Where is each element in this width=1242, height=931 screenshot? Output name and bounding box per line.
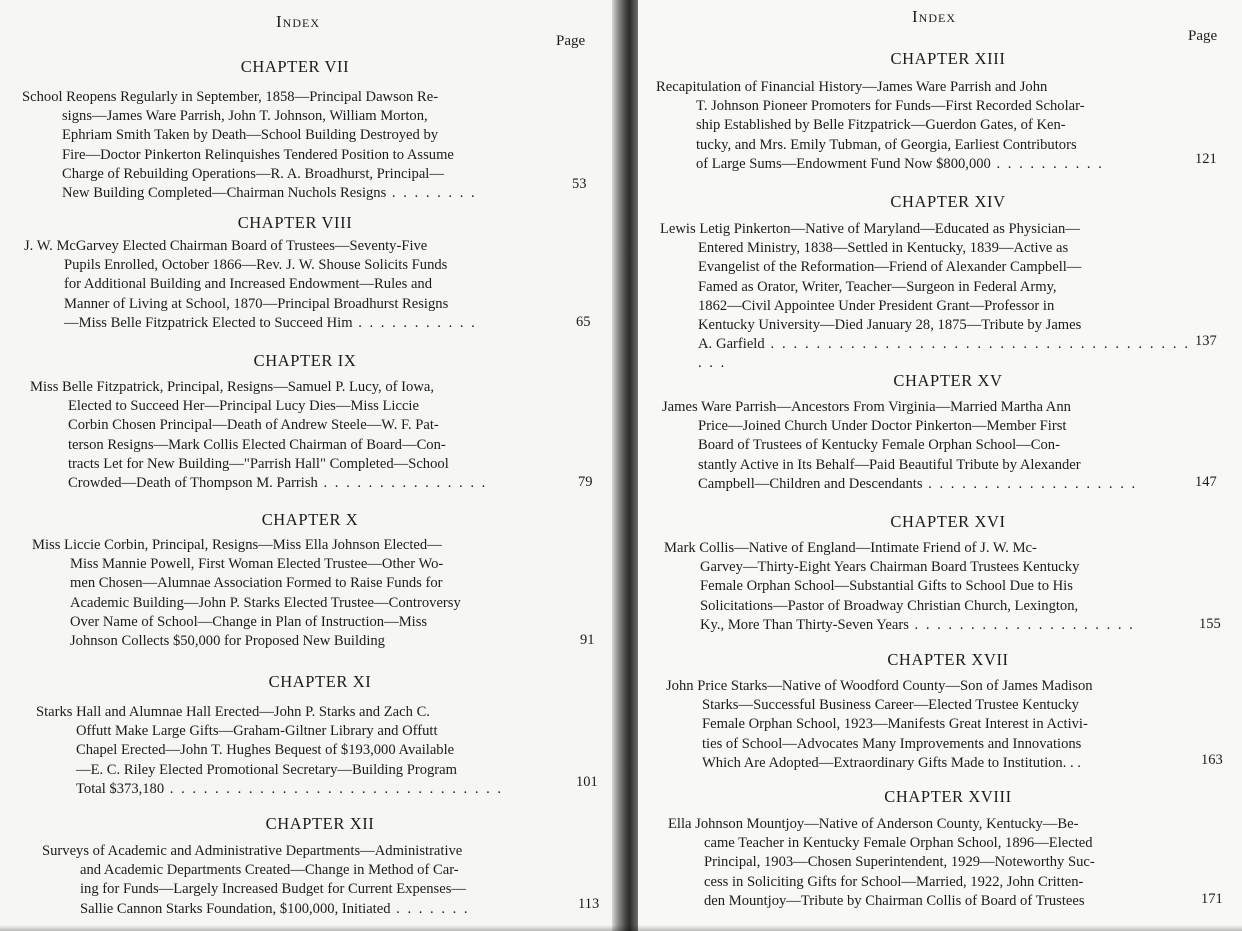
entry-line: John Price Starks—Native of Woodford County—Son of James Madison — [666, 678, 1093, 694]
entry-line: came Teacher in Kentucky Female Orphan School, 1896—Elected — [704, 835, 1093, 852]
entry-line: Female Orphan School—Substantial Gifts to School Due to His — [700, 578, 1073, 595]
entry-line: den Mountjoy—Tribute by Chairman Collis of Board of Trustees — [704, 892, 1085, 909]
entry-line: Ephriam Smith Taken by Death—School Building Destroyed by — [62, 127, 439, 144]
left-page — [0, 0, 618, 931]
entry-line: Solicitations—Pastor of Broadway Christian Church, Lexington, — [700, 597, 1079, 614]
leader-dots: . . . . . . . . . . . . . . . — [317, 475, 488, 492]
leader-dots: . . . . . . . . . . . . . . . . . . . — [922, 475, 1138, 492]
chapter-heading: CHAPTER X — [261, 510, 359, 529]
chapter-heading: CHAPTER VIII — [237, 213, 353, 232]
chapter-heading: CHAPTER XVII — [887, 650, 1009, 669]
entry-line: for Additional Building and Increased Endowment—Rules and — [64, 276, 433, 293]
entry-line: Famed as Orator, Writer, Teacher—Surgeon in Federal Army, — [698, 278, 1057, 295]
chapter-entry — [36, 703, 566, 799]
entry-line: T. Johnson Pioneer Promoters for Funds—First Recorded Scholar- — [696, 98, 1085, 115]
entry-line: signs—James Ware Parrish, John T. Johnson, William Morton, — [62, 108, 428, 125]
entry-line: Miss Belle Fitzpatrick, Principal, Resigns—Samuel P. Lucy, of Iowa, — [30, 379, 434, 395]
entry-line: —Miss Belle Fitzpatrick Elected to Succeed Him — [64, 314, 353, 331]
page-number: 113 — [578, 896, 600, 912]
entry-line: cess in Soliciting Gifts for School—Married, 1922, John Critten- — [704, 873, 1084, 890]
entry-line: Johnson Collects $50,000 for Proposed New Building — [70, 633, 385, 650]
leader-dots: . . . . . . . . . . . — [352, 314, 477, 331]
page-number: 101 — [576, 774, 598, 790]
entry-line: Evangelist of the Reformation—Friend of Alexander Campbell— — [698, 259, 1082, 276]
entry-line: Over Name of School—Change in Plan of Instruction—Miss — [70, 613, 428, 630]
page-number: 155 — [1199, 616, 1221, 632]
page-number: 137 — [1195, 333, 1217, 349]
running-head: Index — [912, 7, 956, 26]
page-column-label: Page — [556, 33, 586, 49]
entry-line: Academic Building—John P. Starks Elected Trustee—Controversy — [70, 594, 461, 611]
chapter-entry — [24, 237, 558, 333]
entry-line: Which Are Adopted—Extraordinary Gifts Made to Institution. . . — [702, 754, 1081, 771]
leader-dots: . . . . . . . . . . — [990, 155, 1104, 172]
entry-line: Garvey—Thirty-Eight Years Chairman Board Trustees Kentucky — [700, 559, 1080, 576]
entry-line: of Large Sums—Endowment Fund Now $800,000 — [696, 155, 991, 172]
chapter-entry — [30, 378, 558, 493]
entry-line: Total $373,180 — [76, 780, 165, 797]
entry-line: Charge of Rebuilding Operations—R. A. Broadhurst, Principal— — [62, 165, 444, 182]
entry-line: ship Established by Belle Fitzpatrick—Guerdon Gates, of Ken- — [696, 117, 1066, 134]
chapter-heading: CHAPTER XV — [893, 371, 1003, 390]
entry-line: tucky, and Mrs. Emily Tubman, of Georgia, Earliest Contributors — [696, 136, 1077, 153]
leader-dots: . . . . . . . . . . . . . . . . . . . . — [908, 616, 1135, 633]
entry-line: Sallie Cannon Starks Foundation, $100,000, Initiated — [80, 900, 391, 917]
entry-line: Fire—Doctor Pinkerton Relinquishes Tendered Position to Assume — [62, 146, 454, 163]
entry-line: Female Orphan School, 1923—Manifests Great Interest in Activi- — [702, 716, 1088, 733]
entry-line: School Reopens Regularly in September, 1858—Principal Dawson Re- — [22, 89, 439, 105]
chapter-heading: CHAPTER XVI — [890, 512, 1006, 531]
entry-line: stantly Active in Its Behalf—Paid Beautiful Tribute by Alexander — [698, 456, 1081, 473]
leader-dots: . . . . . . . — [390, 900, 470, 917]
entry-line: Offutt Make Large Gifts—Graham-Giltner Library and Offutt — [76, 723, 438, 740]
entry-line: men Chosen—Alumnae Association Formed to Raise Funds for — [70, 575, 443, 592]
entry-line: Ella Johnson Mountjoy—Native of Anderson County, Kentucky—Be- — [668, 816, 1079, 832]
entry-line: Campbell—Children and Descendants — [698, 475, 923, 492]
entry-line: Chapel Erected—John T. Hughes Bequest of $193,000 Available — [76, 742, 455, 759]
chapter-entry — [42, 842, 568, 919]
entry-line: Miss Mannie Powell, First Woman Elected Trustee—Other Wo- — [70, 556, 444, 573]
chapter-entry — [666, 677, 1192, 773]
chapter-entry — [660, 220, 1190, 374]
entry-line: Crowded—Death of Thompson M. Parrish — [68, 475, 318, 492]
entry-line: Starks—Successful Business Career—Elected Trustee Kentucky — [702, 697, 1079, 714]
entry-line: Board of Trustees of Kentucky Female Orphan School—Con- — [698, 437, 1060, 454]
entry-line: New Building Completed—Chairman Nuchols Resigns — [62, 185, 387, 202]
chapter-heading: CHAPTER XII — [265, 814, 375, 833]
right-page — [638, 0, 1242, 931]
entry-line: Pupils Enrolled, October 1866—Rev. J. W. Shouse Solicits Funds — [64, 257, 448, 274]
page-number: 147 — [1195, 474, 1217, 490]
page-number: 91 — [580, 632, 595, 648]
entry-line: Mark Collis—Native of England—Intimate Friend of J. W. Mc- — [664, 540, 1037, 556]
entry-line: Manner of Living at School, 1870—Principal Broadhurst Resigns — [64, 295, 449, 312]
leader-dots: . . . . . . . . . . . . . . . . . . . . . . . . . . . . . . — [164, 780, 504, 797]
page-number: 79 — [578, 474, 593, 490]
page-number: 121 — [1195, 151, 1217, 167]
chapter-heading: CHAPTER IX — [253, 351, 357, 370]
entry-line: Lewis Letig Pinkerton—Native of Maryland—Educated as Physician— — [660, 221, 1080, 237]
chapter-heading: CHAPTER VII — [240, 57, 350, 76]
entry-line: tracts Let for New Building—"Parrish Hall" Completed—School — [68, 455, 449, 472]
chapter-entry — [22, 88, 552, 203]
page-number: 65 — [576, 314, 591, 330]
entry-line: Corbin Chosen Principal—Death of Andrew Steele—W. F. Pat- — [68, 417, 439, 434]
entry-line: 1862—Civil Appointee Under President Grant—Professor in — [698, 297, 1055, 314]
chapter-heading: CHAPTER XIV — [890, 192, 1006, 211]
chapter-entry — [662, 398, 1192, 494]
entry-line: Entered Ministry, 1838—Settled in Kentucky, 1839—Active as — [698, 240, 1069, 257]
entry-line: Surveys of Academic and Administrative Departments—Administrative — [42, 843, 463, 859]
chapter-heading: CHAPTER XIII — [890, 49, 1006, 68]
entry-line: Starks Hall and Alumnae Hall Erected—John P. Starks and Zach C. — [36, 704, 430, 720]
entry-line: and Academic Departments Created—Change in Method of Car- — [80, 862, 459, 879]
entry-line: —E. C. Riley Elected Promotional Secretary—Building Program — [76, 761, 457, 778]
entry-line: Miss Liccie Corbin, Principal, Resigns—Miss Ella Johnson Elected— — [32, 537, 442, 553]
running-head: Index — [276, 12, 320, 31]
leader-dots: . . . . . . . . — [386, 185, 477, 202]
entry-line: Price—Joined Church Under Doctor Pinkerton—Member First — [698, 418, 1067, 435]
page-bottom-shadow — [0, 925, 1242, 931]
chapter-entry — [32, 536, 562, 651]
chapter-heading: CHAPTER XI — [268, 672, 372, 691]
page-number: 53 — [572, 176, 587, 192]
chapter-entry — [668, 815, 1194, 911]
entry-line: J. W. McGarvey Elected Chairman Board of Trustees—Seventy-Five — [24, 238, 428, 254]
chapter-entry — [656, 78, 1188, 174]
leader-dots: . . . . . . . . . . . . . . . . . . . . . . . . . . . . . . . . . . . . . . . . — [698, 336, 1190, 372]
entry-line: Recapitulation of Financial History—James Ware Parrish and John — [656, 79, 1048, 95]
entry-line: terson Resigns—Mark Collis Elected Chairman of Board—Con- — [68, 436, 446, 453]
entry-line: James Ware Parrish—Ancestors From Virginia—Married Martha Ann — [662, 399, 1071, 415]
page-number: 171 — [1201, 891, 1223, 907]
entry-line: ties of School—Advocates Many Improvements and Innovations — [702, 735, 1082, 752]
entry-line: ing for Funds—Largely Increased Budget for Current Expenses— — [80, 881, 466, 898]
entry-line: Kentucky University—Died January 28, 1875—Tribute by James — [698, 317, 1082, 334]
entry-line: Elected to Succeed Her—Principal Lucy Dies—Miss Liccie — [68, 398, 419, 415]
chapter-entry — [664, 539, 1192, 635]
page-column-label: Page — [1188, 28, 1218, 44]
entry-line: Principal, 1903—Chosen Superintendent, 1929—Noteworthy Suc- — [704, 854, 1095, 871]
entry-line: A. Garfield — [698, 336, 765, 353]
chapter-heading: CHAPTER XVIII — [884, 787, 1012, 806]
page-number: 163 — [1201, 752, 1223, 768]
entry-line: Ky., More Than Thirty-Seven Years — [700, 616, 909, 633]
